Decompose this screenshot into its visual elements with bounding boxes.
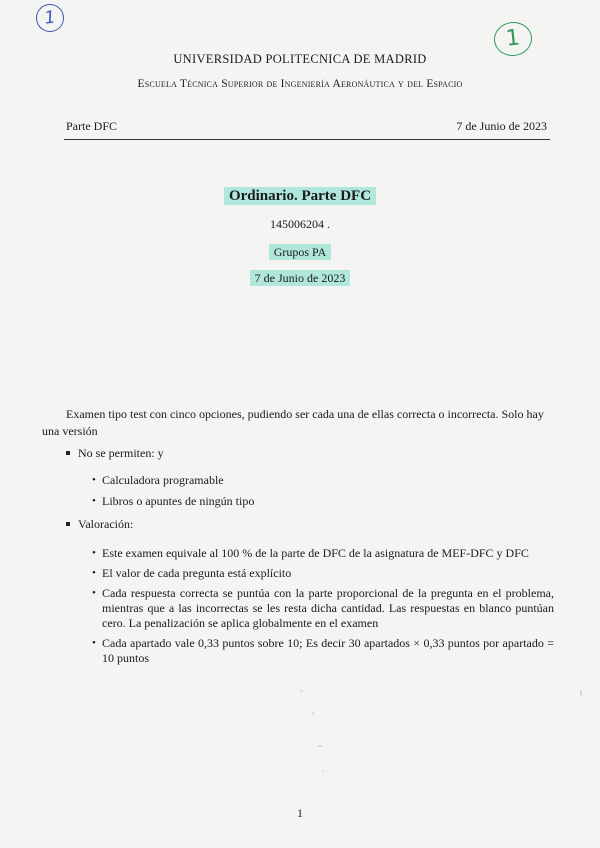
intro-text: Examen tipo test con cinco opciones, pudiendo ser cada una de ellas correcta o incorrecta. Solo hay una versión — [42, 407, 544, 438]
section-label: Valoración: — [78, 517, 134, 531]
exam-group-line — [0, 245, 600, 260]
page-number: 1 — [297, 806, 303, 820]
grading-list — [92, 546, 554, 666]
grading-section — [66, 517, 556, 666]
not-allowed-section — [66, 446, 556, 509]
exam-title: Ordinario. Parte DFC — [224, 187, 376, 205]
exam-title-line — [0, 188, 600, 205]
list-item: • Cada respuesta correcta se puntúa con la parte proporcional de la pregunta en el problema, mientras que a las incorrectas se les resta dicha cantidad. Las respuestas en blanco puntúan cero. La penalización se aplica globalmente en el examen — [92, 586, 554, 631]
exam-code-line — [0, 217, 600, 232]
exam-group: Grupos PA — [269, 244, 332, 260]
header-rule — [64, 139, 550, 140]
list-item: • Libros o apuntes de ningún tipo — [92, 494, 556, 509]
section-label-grading — [66, 517, 556, 666]
handwritten-circled-number-right: 1 — [492, 20, 533, 58]
school-name: Escuela Técnica Superior de Ingeniería Aeronáutica y del Espacio — [137, 78, 463, 90]
list-item: • El valor de cada pregunta está explícito — [92, 566, 554, 581]
list-item: • Este examen equivale al 100 % de la parte de DFC de la asignatura de MEF-DFC y DFC — [92, 546, 554, 561]
section-label: No se permiten: y — [78, 446, 164, 460]
header-left-text: Parte DFC — [66, 119, 117, 133]
scan-speck — [318, 745, 322, 747]
university-name: UNIVERSIDAD POLITECNICA DE MADRID — [173, 52, 427, 66]
section-label-not-allowed — [66, 446, 556, 509]
scan-speck — [322, 770, 324, 772]
scan-speck — [300, 690, 303, 692]
exam-code: 145006204 . — [270, 217, 330, 231]
handwritten-circled-number-left: 1 — [34, 2, 66, 34]
scan-speck — [312, 712, 314, 715]
exam-date-line — [0, 271, 600, 286]
header-right-date: 7 de Junio de 2023 — [456, 119, 547, 133]
list-item: • Cada apartado vale 0,33 puntos sobre 10; Es decir 30 apartados × 0,33 puntos por apartado = 10 puntos — [92, 636, 554, 666]
scan-speck — [580, 690, 582, 696]
list-item: • Calculadora programable — [92, 473, 556, 488]
exam-date: 7 de Junio de 2023 — [250, 270, 351, 286]
intro-paragraph — [42, 406, 552, 440]
not-allowed-list — [92, 473, 556, 509]
